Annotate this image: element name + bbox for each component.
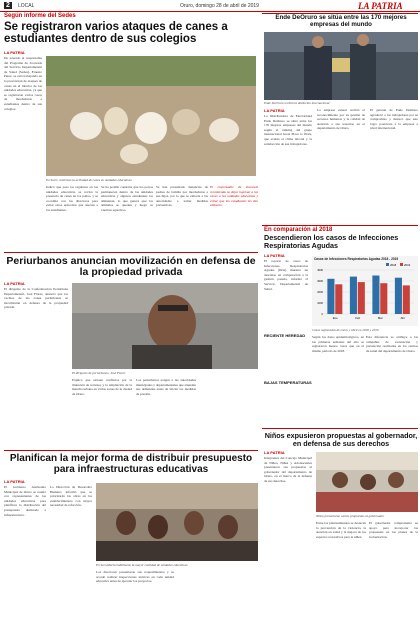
- story2-caption: Ende DeOruro recibió la distinción internacional: [264, 101, 330, 105]
- y-tick-label: 0: [321, 313, 323, 316]
- x-tick-label: Mar: [377, 316, 383, 320]
- bar-2018-Ene: [327, 279, 334, 314]
- ira-chart-title: Casos de Infecciones Respiratorias Agudas 2018 - 2019: [314, 257, 399, 261]
- bar-2019-Mar: [380, 283, 387, 314]
- story5-body-col2: La Dirección de Desarrollo Humano informó que se priorizarán las obras en los establecimientos con mayor necesidad de refacción.: [50, 485, 92, 508]
- story1-kicker: Según informe del Sedes: [4, 13, 76, 19]
- ira-chart-svg: [314, 262, 416, 322]
- ira-chart: [312, 256, 418, 326]
- story1-pullquote: El responsable de Zoonosis recomienda no dejar ingresar a los canes a las unidades educativas y evitar que los estudiantes les den alimento.: [210, 185, 258, 208]
- story5-body-col3: Los directores presentaron sus requerimientos y se acordó realizar inspecciones técnicas en cada unidad educativa antes de ejecutar los proyectos.: [96, 570, 174, 584]
- story2-photo: [264, 32, 418, 100]
- story3-top-rule: [262, 225, 418, 226]
- leader-portrait-icon: [72, 283, 258, 369]
- bar-2019-Abr: [403, 285, 410, 314]
- y-tick-label: 4000: [317, 269, 323, 272]
- newspaper-logo: LA PATRIA: [358, 1, 403, 11]
- bar-2019-Ene: [335, 284, 342, 314]
- story4-body-col1: El dirigente de la Confederación Periurbana Departamental, José Flores, anunció que los vecinos de las zonas periurbanas se movilizarán en defensa de la propiedad privada.: [4, 287, 68, 310]
- bar-2018-Feb: [350, 277, 357, 314]
- story3-kicker: En comparación al 2018: [264, 227, 333, 233]
- story4-photo: [72, 283, 258, 369]
- story6-body-col1: Integrantes del Concejo Municipal de Niños, Niñas y Adolescentes presentaron sus propuestas al gobernador del departamento de Oruro, en el marco de la defensa de sus derechos.: [264, 456, 312, 483]
- story3-body-col3: Esta diferencia se atribuye a las campañas de vacunación y prevención realizadas en los centros de salud del departamento de Oruro.: [366, 335, 418, 353]
- story5-top-rule: [4, 450, 258, 451]
- story3-body-col2: Según los datos epidemiológicos, en las primeras semanas del año se registraron menos casos que en el mismo periodo de 2018.: [312, 335, 364, 353]
- story2-byline: LA PATRIA: [264, 108, 285, 113]
- bar-2018-Mar: [372, 276, 379, 315]
- dogs-photo-icon: [46, 56, 256, 176]
- x-tick-label: Abr: [400, 316, 405, 320]
- story4-headline: Periurbanos anuncian movilización en defensa de la propiedad privada: [6, 255, 256, 279]
- bar-2018-Abr: [395, 278, 402, 314]
- header-rule: [0, 11, 420, 12]
- section-label: LOCAL: [18, 3, 35, 9]
- story1-byline: LA PATRIA: [4, 50, 25, 55]
- story1-photo: [46, 56, 256, 176]
- story6-photo: [316, 452, 418, 512]
- ira-chart-caption: Casos registrados de enero y abril en 2018 y 2019: [312, 328, 379, 332]
- story3-byline: LA PATRIA: [264, 253, 285, 258]
- story5-body-col1: El Gobierno Autónomo Municipal de Oruro se reunió con representantes de las unidades educativas para planificar la distribución del presupuesto destinado a infraestructura.: [4, 485, 46, 517]
- story1-body-col1: De acuerdo al responsable del Programa de Zoonosis del Servicio Departamental de Salud (Sedes), Ernesto Pérez, se está trabajando en la prevención de ataques de canes en el interior de las unidades educativas, ya que se registraron varios casos de mordeduras a estudiantes dentro de sus colegios.: [4, 56, 42, 111]
- story2-headline: Ende DeOruro se sitúa entre las 170 mejores empresas del mundo: [275, 14, 407, 28]
- issue-date: Oruro, domingo 28 de abril de 2019: [180, 3, 259, 9]
- story4-top-rule: [4, 252, 258, 253]
- story2-body-col1: La Distribuidora de Electricidad Ende DeOruro se situó entre las 170 mejores empresas del mundo según el ranking del grupo internacional Great Place to Work, que evalúa el clima laboral y la satisfacción de sus trabajadores.: [264, 114, 312, 146]
- children-photo-icon: [316, 452, 418, 512]
- story5-photo: [96, 483, 258, 561]
- story4-body-col3: Los periurbanos exigen a las autoridades municipales y departamentales que atiendan sus demandas antes de iniciar las medidas de presión.: [136, 378, 196, 396]
- story6-body-col3: El gobernador comprometió su apoyo para incorporar las propuestas en los planes de la Gobernación.: [369, 521, 418, 539]
- story2-body-col3: El gerente de Ende DeOruro agradeció a los trabajadores por su compromiso y destacó que este logro posiciona a la empresa a nivel internacional.: [370, 108, 418, 131]
- legend-label: 2018: [390, 262, 397, 267]
- story6-byline: LA PATRIA: [264, 450, 285, 455]
- legend-swatch: [386, 263, 389, 266]
- story1-headline: Se registraron varios ataques de canes a estudiantes dentro de sus colegios: [4, 21, 228, 46]
- story6-headline: Niños expusieron propuestas al gobernador, en defensa de sus derechos: [264, 431, 418, 448]
- meeting-photo-icon: [96, 483, 258, 561]
- story3-headline: Descendieron los casos de Infecciones Respiratorias Agudas: [264, 233, 399, 250]
- legend-swatch: [400, 263, 403, 266]
- story5-caption: En Secundaria habilitaron la mayor cantidad de unidades educativas: [96, 563, 188, 567]
- story6-body-col2: Entre los planteamientos se destacan la prevención de la violencia, la atención en salud y la mejora de los espacios recreativos para la niñez.: [316, 521, 366, 539]
- story3-body-col1: El reporte de casos de Infecciones Respiratorias Agudas (IRA) muestra un descenso en comparación a la gestión pasada, informó el Servicio Departamental de Salud.: [264, 259, 308, 291]
- story1-caption: En Sucre controlan la actividad de canes en unidades educativas: [46, 178, 132, 182]
- story1-body-col2: Indicó que para los regulares en las unidades educativas se revisó la presencia de canes en los patios, y se coordinó con los directores para evitar estos episodios que afectan a los estudiantes.: [46, 185, 98, 212]
- x-tick-label: Ene: [332, 316, 338, 320]
- y-tick-label: 2000: [317, 291, 323, 294]
- x-tick-label: Feb: [355, 316, 361, 320]
- story1-body-col3: Se ha podido constatar que los perros permanecen dentro de las unidades educativas y algunos estudiantes los alimentan, lo que genera que los animales se queden y luego se vuelvan agresivos.: [101, 185, 153, 212]
- story4-body-col2: Explicó que existen conflictos por la titulación de terrenos y la ampliación de la mancha urbana en varias zonas de la ciudad de Oruro.: [72, 378, 132, 396]
- story2-body-col2: La empresa estatal recibió el reconocimiento por su gestión de recursos humanos y la calidad de atención a sus usuarios en el departamento de Oruro.: [317, 108, 365, 131]
- story5-headline: Planifican la mejor forma de distribuir presupuesto para infraestructuras educativas: [9, 453, 253, 475]
- story4-caption: El dirigente de periurbanos, José Flores: [72, 371, 126, 375]
- story5-byline: LA PATRIA: [4, 479, 25, 484]
- y-tick-label: 3000: [317, 280, 323, 283]
- page-number: 2: [6, 2, 10, 9]
- legend-label: 2019: [404, 262, 411, 267]
- story1-body-col4: Se han presentado denuncias de padres de familia por mordeduras a sus hijos, por lo que se exhorta a las autoridades a tomar medidas preventivas.: [156, 185, 208, 208]
- award-photo-icon: [264, 32, 418, 100]
- story6-caption: Niños presentaron varias propuestas al gobernador: [316, 514, 385, 518]
- story6-top-rule: [262, 428, 418, 429]
- y-tick-label: 1000: [317, 302, 323, 305]
- story4-byline: LA PATRIA: [4, 281, 25, 286]
- bar-2019-Feb: [358, 282, 365, 314]
- story3-subhead2: BAJAS TEMPERATURAS: [264, 380, 312, 385]
- story3-subhead: RECIENTE HEREDAD: [264, 333, 306, 338]
